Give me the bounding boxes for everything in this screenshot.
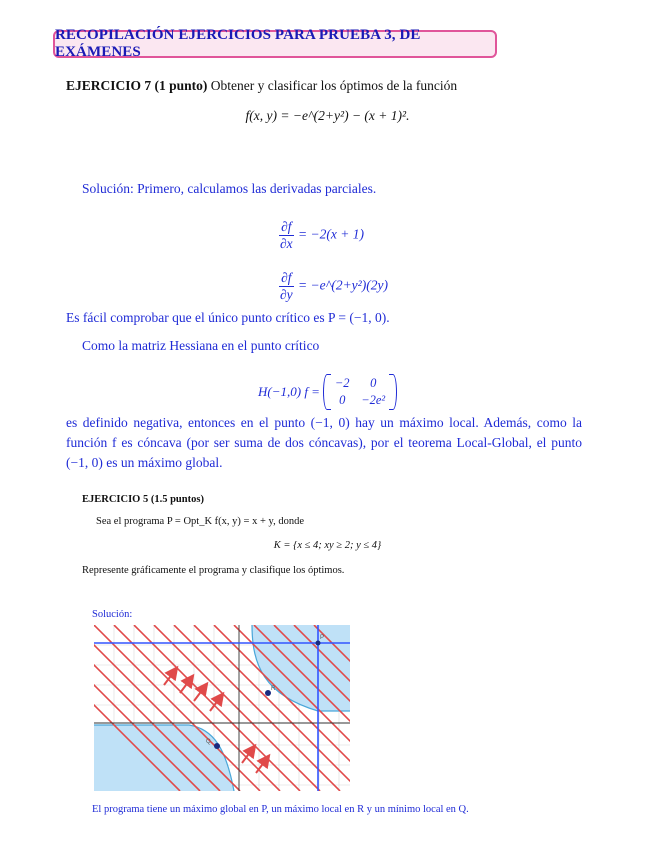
hessian-a12: 0 [370, 376, 377, 390]
section-title-box [53, 27, 497, 60]
exercise7-function: f(x, y) = −e^(2+y²) − (x + 1)². [245, 108, 410, 123]
point-q-label: Q [206, 739, 211, 745]
hessian-equation [258, 376, 397, 408]
partial-y-num: ∂f [281, 270, 292, 285]
hessian-a21: 0 [339, 393, 346, 407]
hessian-a11: −2 [334, 376, 350, 390]
exercise7-solution-intro: Solución: Primero, calculamos las derivadas parciales. [82, 181, 377, 196]
hessian-intro: Como la matriz Hessiana en el punto crítico [82, 338, 320, 353]
critical-point-text: Es fácil comprobar que el único punto crítico es P = (−1, 0). [66, 310, 390, 325]
exercise7-text: Obtener y clasificar los óptimos de la función [207, 78, 458, 93]
partial-x-rhs: = −2(x + 1) [298, 226, 364, 242]
exercise5-label: EJERCICIO 5 (1.5 puntos) [82, 494, 204, 505]
point-q-marker [214, 743, 220, 749]
exercise7-statement [66, 78, 457, 94]
partial-y-rhs: = −e^(2+y²)(2y) [298, 277, 388, 293]
hessian-matrix [323, 376, 397, 408]
partial-x-num: ∂f [281, 219, 292, 234]
exercise5-solution-label: Solución: [92, 609, 133, 620]
exercise7-conclusion: es definido negativa, entonces en el punto (−1, 0) hay un máximo local. Además, como la función f es cóncava (por ser suma de dos cóncavas), por el teorema Local-Global, el punto (−1, 0) es un máximo global. [66, 415, 582, 470]
point-p-marker [316, 641, 321, 646]
exercise5-final-text: El programa tiene un máximo global en P, un máximo local en R y un mínimo local en Q. [92, 804, 469, 815]
section-title: RECOPILACIÓN EJERCICIOS PARA PRUEBA 3, DE EXÁMENES [55, 27, 421, 60]
exercise5-set-k: K = {x ≤ 4; xy ≥ 2; y ≤ 4} [273, 540, 382, 551]
partial-x-equation [278, 219, 364, 252]
partial-y-den: ∂y [280, 287, 293, 302]
hessian-a22: −2e² [361, 393, 386, 407]
point-p-label: P [320, 635, 325, 641]
exercise5-task: Represente gráficamente el programa y clasifique los óptimos. [82, 565, 345, 576]
hessian-lhs: H(−1,0) f = [258, 384, 320, 399]
partial-x-den: ∂x [280, 236, 293, 251]
feasible-region-graph [94, 625, 350, 791]
exercise5-program: Sea el programa P = Opt_K f(x, y) = x + y, donde [96, 516, 304, 527]
exercise7-label: EJERCICIO 7 (1 punto) [66, 78, 208, 93]
point-r-label: R [271, 686, 276, 692]
partial-y-equation [278, 270, 388, 303]
